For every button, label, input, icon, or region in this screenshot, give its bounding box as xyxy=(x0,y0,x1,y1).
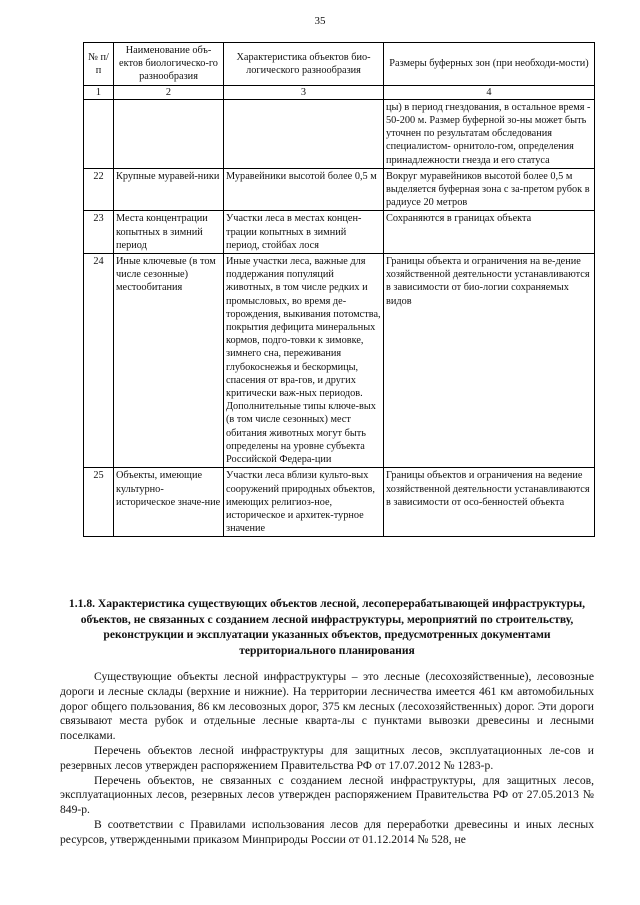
object-name xyxy=(114,99,224,168)
table-row xyxy=(84,211,595,254)
row-number: 23 xyxy=(84,211,114,254)
paragraph: Перечень объектов, не связанных с созданием лесной инфраструктуры, для защитных лесов, эксплуатационных лесов, резервных лесов утвержден распоряжением Правительства РФ от 27.05.2013 № 849-р. xyxy=(60,773,594,817)
buffer-zone: Вокруг муравейников высотой более 0,5 м выделяется буферная зона с за-претом рубок в радиусе 20 метров xyxy=(384,168,595,211)
paragraph: Перечень объектов лесной инфраструктуры для защитных лесов, эксплуатационных ле-сов и резервных лесов утвержден распоряжением Правительства РФ от 17.07.2012 № 1283-р. xyxy=(60,743,594,772)
column-index: 4 xyxy=(384,85,595,99)
buffer-zone: Границы объектов и ограничения на ведение хозяйственной деятельности устанавливаются в зависимости от осо-бенностей объекта xyxy=(384,468,595,537)
table-index-row xyxy=(84,85,595,99)
buffer-zone: Границы объекта и ограничения на ве-дение хозяйственной деятельности устанавливаются в зависимости от био-логии сохраняемых видов xyxy=(384,254,595,468)
body-text xyxy=(60,670,594,848)
column-index: 2 xyxy=(114,85,224,99)
header-characteristic: Характеристика объектов био-логического разнообразия xyxy=(224,43,384,86)
section-heading: 1.1.8. Характеристика существующих объектов лесной, лесоперерабатывающей инфраструктуры, объектов, не связанных с созданием лесной инфраструктуры, мероприятий по строительству, реконструкции и эксплуатации указанных объектов, предусмотренных документами территориального планирования xyxy=(68,597,586,657)
column-index: 3 xyxy=(224,85,384,99)
object-name: Места концентрации копытных в зимний период xyxy=(114,211,224,254)
header-object-name: Наименование объ-ектов биологическо-го разнообразия xyxy=(114,43,224,86)
object-characteristic: Участки леса в местах концен-трации копытных в зимний период, стойбах лося xyxy=(224,211,384,254)
page-number: 35 xyxy=(314,15,326,27)
row-number: 22 xyxy=(84,168,114,211)
row-number: 25 xyxy=(84,468,114,537)
table-row xyxy=(84,168,595,211)
buffer-zone: Сохраняются в границах объекта xyxy=(384,211,595,254)
object-name: Иные ключевые (в том числе сезонные) местообитания xyxy=(114,254,224,468)
object-characteristic xyxy=(224,99,384,168)
row-number: 24 xyxy=(84,254,114,468)
object-name: Объекты, имеющие культурно-историческое значе-ние xyxy=(114,468,224,537)
header-buffer-zone: Размеры буферных зон (при необходи-мости) xyxy=(384,43,595,86)
object-characteristic: Иные участки леса, важные для поддержания популяций животных, в том числе редких и промысловых, во время де-торождения, выкивания потомства, покрытия дефицита минеральных кормов, подго-товки к зимовке, зимнего сна, переживания глубокоснежья и бескормицы, спасения от вра-гов, и других критически важ-ных периодов. Дополнительные типы ключе-вых (в том числе сезонных) мест обитания животных могут быть определены на уровне субъекта Российской Федера-ции xyxy=(224,254,384,468)
row-number xyxy=(84,99,114,168)
object-characteristic: Муравейники высотой более 0,5 м xyxy=(224,168,384,211)
buffer-zone: цы) в период гнездования, в остальное время - 50-200 м. Размер буферной зо-ны может быть уточнен по результатам обследования специалистом- орнитоло-гом, определения принадлежности гнезда и его статуса xyxy=(384,99,595,168)
table-row xyxy=(84,99,595,168)
paragraph: В соответствии с Правилами использования лесов для переработки древесины и иных лесных ресурсов, утвержденными приказом Минприроды России от 01.12.2014 № 528, не xyxy=(60,817,594,846)
object-name: Крупные муравей-ники xyxy=(114,168,224,211)
paragraph: Существующие объекты лесной инфраструктуры – это лесные (лесохозяйственные), лесовозные дороги и лесные склады (верхние и нижние). На территории лесничества имеется 461 км автомобильных дорог общего пользования, 86 км лесовозных дорог, 375 км лесных (лесохозяйственных) дорог. Эти дороги связывают места рубок и отдельные лесные кварта-лы с пунктами вывозки древесины и лесными поселками. xyxy=(60,670,594,743)
object-characteristic: Участки леса вблизи культо-вых сооружений природных объектов, имеющих религиоз-ное, историческое и архитек-турное значение xyxy=(224,468,384,537)
column-index: 1 xyxy=(84,85,114,99)
header-number: № п/п xyxy=(84,43,114,86)
table-header-row xyxy=(84,43,595,86)
biodiversity-table xyxy=(83,42,595,537)
table-row xyxy=(84,468,595,537)
table-row xyxy=(84,254,595,468)
